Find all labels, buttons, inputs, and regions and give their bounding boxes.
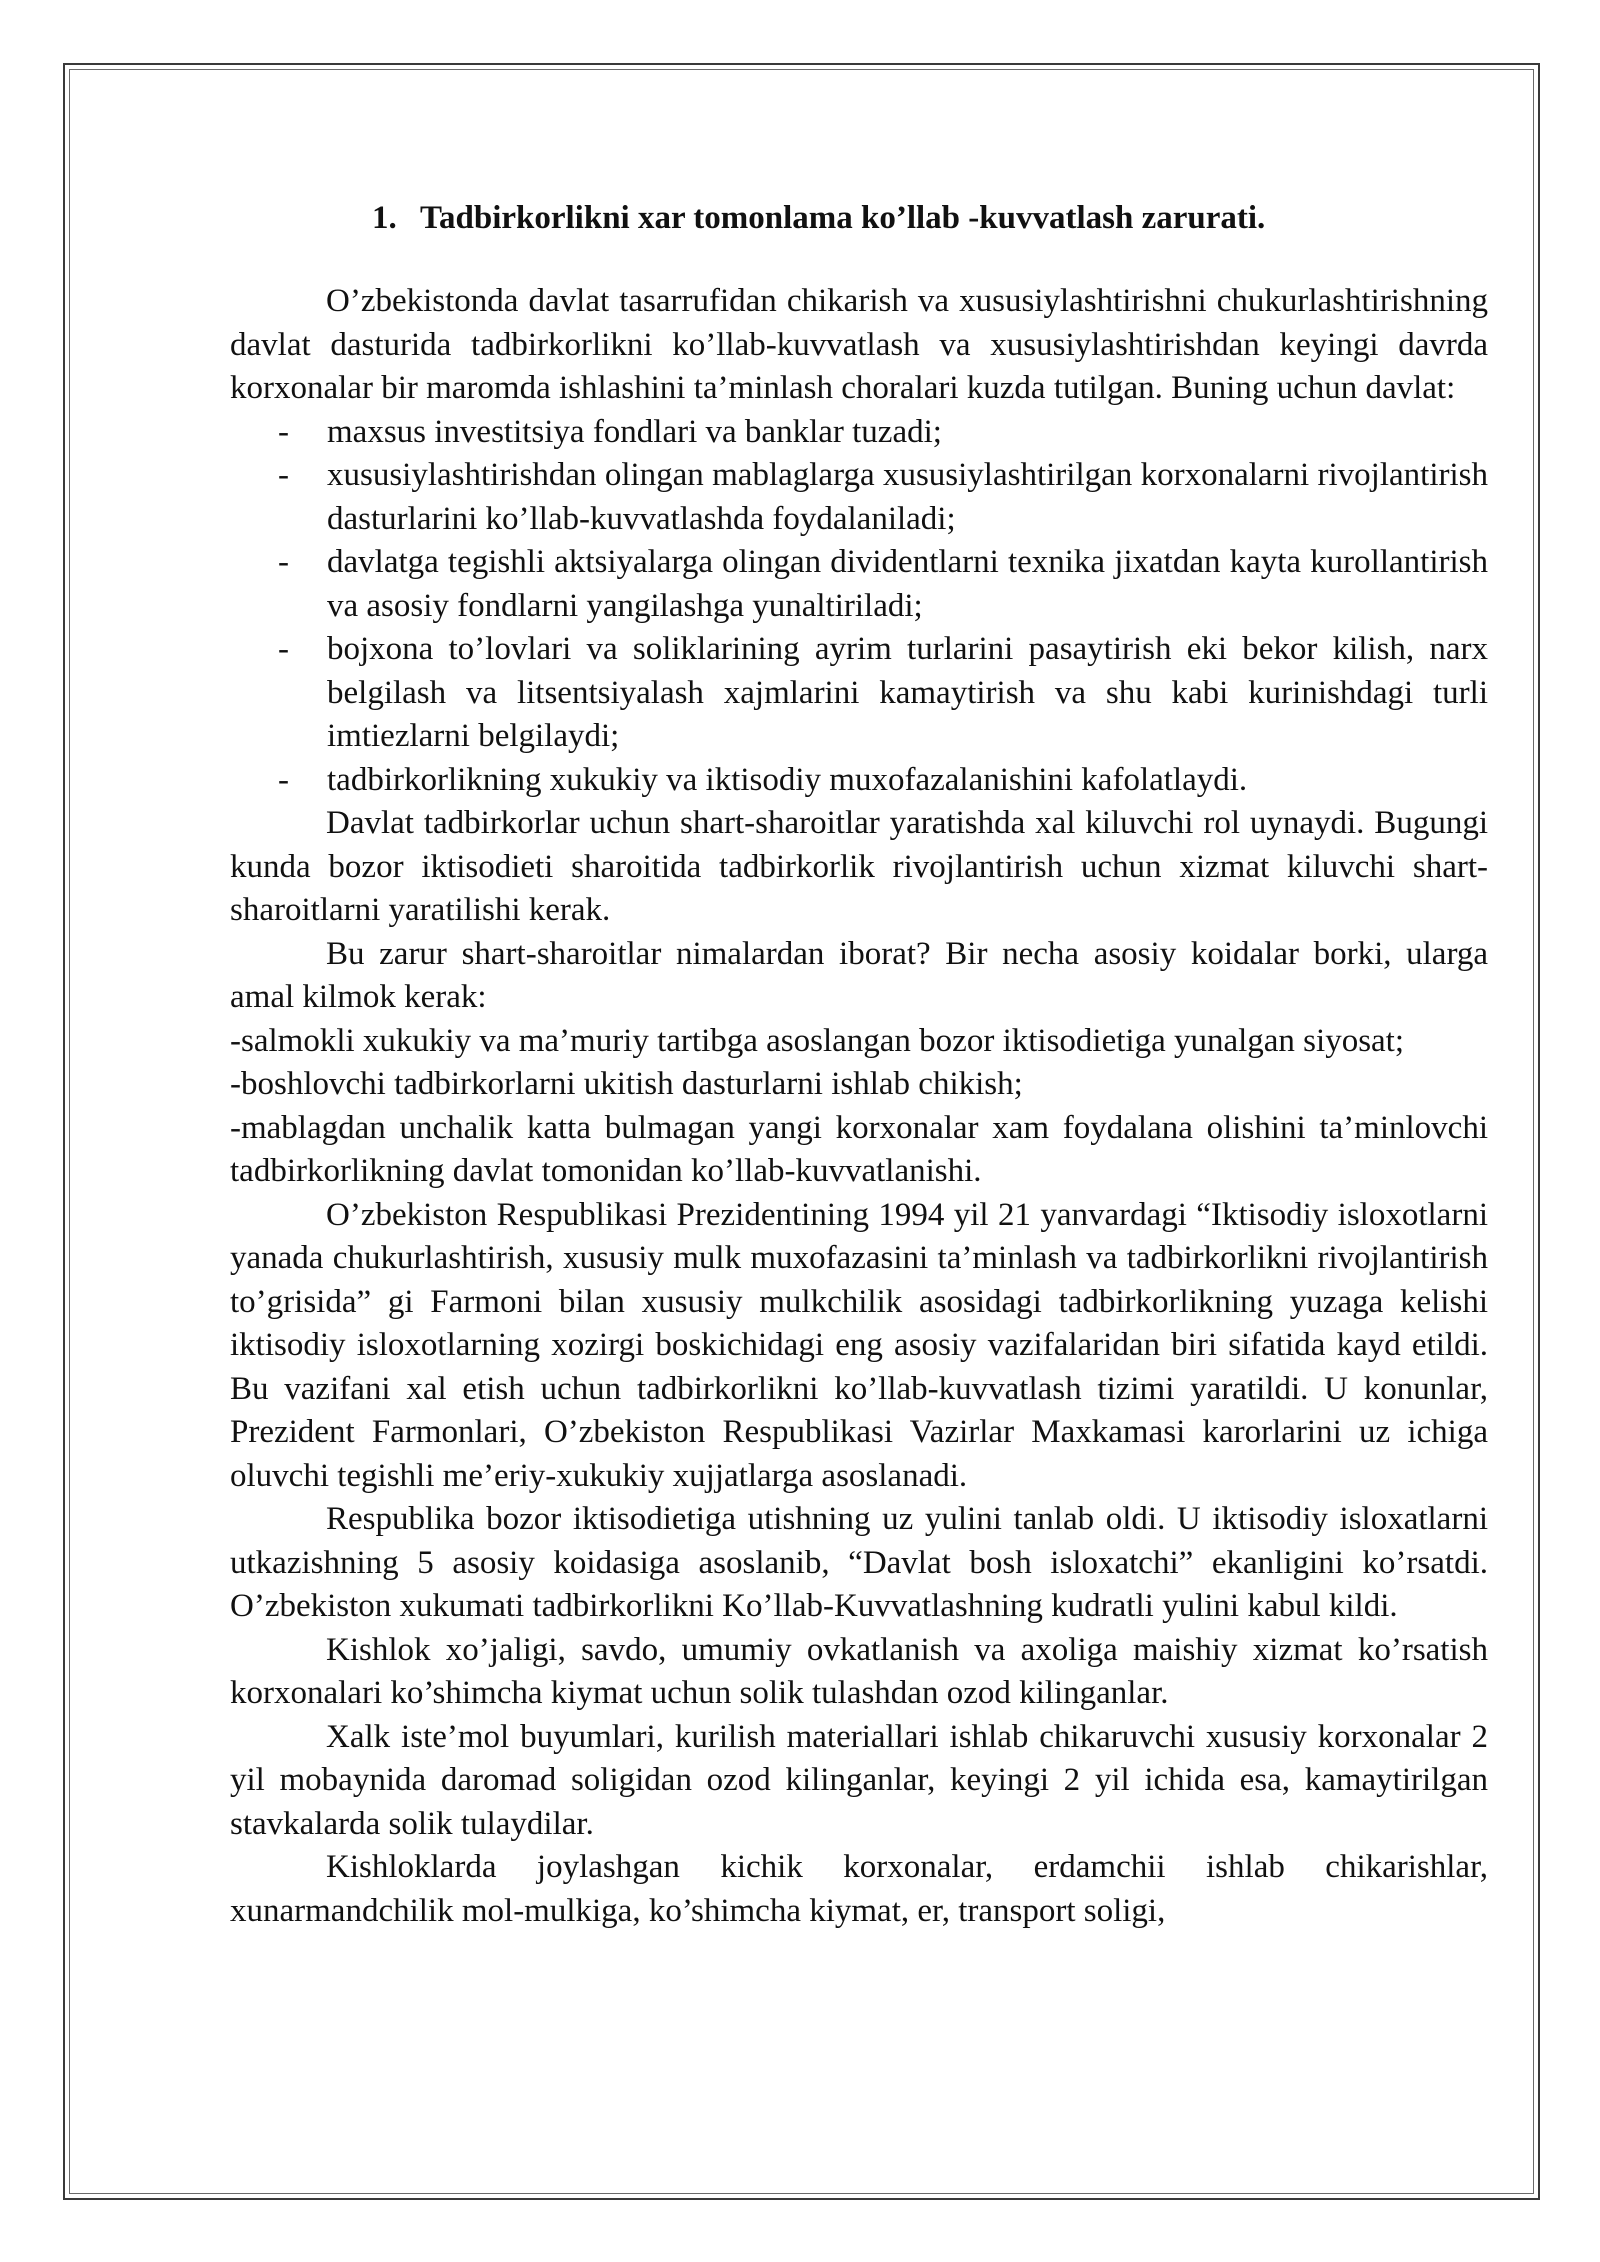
bullet-dash: - [278,544,289,580]
bullet-dash: - [278,413,289,450]
list-item [230,628,1488,759]
body-paragraph: Kishlok xo’jaligi, savdo, umumiy ovkatlanish va axoliga maishiy xizmat ko’rsatish korxonalari ko’shimcha kiymat uchun solik tulashdan ozod kilinganlar. [230,1631,1488,1711]
bullet-dash: - [278,761,289,798]
intro-paragraph: O’zbekistonda davlat tasarrufidan chikarish va xususiylashtirishni chukurlashtirishning davlat dasturida tadbirkorlikni ko’llab-kuvvatlash va xususiylashtirishdan keyingi davrda korxonalar bir maromda ishlashini ta’minlash choralari kuzda tutilgan. Buning uchun davlat: [230,283,1488,406]
list-item [230,454,1488,541]
section-title: Tadbirkorlikni xar tomonlama ko’llab -kuvvatlash zarurati. [420,200,1266,236]
body-paragraph: Kishloklarda joylashgan kichik korxonalar, erdamchii ishlab chikarishlar, xunarmandchilik mol-mulkiga, ko’shimcha kiymat, er, transport soligi, [230,1849,1488,1929]
section-heading [230,196,1488,240]
list-item-text: tadbirkorlikning xukukiy va iktisodiy muxofazalanishini kafolatlaydi. [327,761,1248,798]
list-item-text: maxsus investitsiya fondlari va banklar tuzadi; [327,413,942,450]
list-item-text: davlatga tegishli aktsiyalarga olingan dividentlarni texnika jixatdan kayta kurollantirish va asosiy fondlarni yangilashga yunaltiriladi; [327,544,1488,624]
list-item [230,759,1488,803]
condition-line: -boshlovchi tadbirkorlarni ukitish dasturlarni ishlab chikish; [230,1066,1023,1102]
list-item [230,411,1488,455]
body-paragraph: Xalk iste’mol buyumlari, kurilish materiallari ishlab chikaruvchi xususiy korxonalar 2 yil mobaynida daromad soligidan ozod kilinganlar, keyingi 2 yil ichida esa, kamaytirilgan stavkalarda solik tulaydilar. [230,1718,1488,1842]
body-paragraph: Respublika bozor iktisodietiga utishning uz yulini tanlab oldi. U iktisodiy isloxatlarni utkazishning 5 asosiy koidasiga asoslanib, “Davlat bosh isloxatchi” ekanligini ko’rsatdi. O’zbekiston xukumati tadbirkorlikni Ko’llab-Kuvvatlashning kudratli yulini kabul kildi. [230,1501,1488,1624]
bullet-dash: - [278,631,289,667]
list-item-text: xususiylashtirishdan olingan mablaglarga xususiylashtirilgan korxonalarni rivojlantirish dasturlarini ko’llab-kuvvatlashda foydalaniladi; [327,457,1488,537]
body-paragraph: O’zbekiston Respublikasi Prezidentining 1994 yil 21 yanvardagi “Iktisodiy isloxotlarni yanada chukurlashtirish, xususiy mulk muxofazasini ta’minlash va tadbirkorlikni rivojlantirish to’grisida” gi Farmoni bilan xususiy mulkchilik asosidagi tadbirkorlikning yuzaga kelishi iktisodiy isloxotlarning xozirgi boskichidagi eng asosiy vazifalaridan biri sifatida kayd etildi. Bu vazifani xal etish uchun tadbirkorlikni ko’llab-kuvvatlash tizimi yaratildi. U konunlar, Prezident Farmonlari, O’zbekiston Respublikasi Vazirlar Maxkamasi karorlarini uz ichiga oluvchi tegishli me’eriy-xukukiy xujjatlarga asoslanadi. [230,1196,1488,1494]
body-paragraph: Davlat tadbirkorlar uchun shart-sharoitlar yaratishda xal kiluvchi rol uynaydi. Bugungi kunda bozor iktisodieti sharoitida tadbirkorlik rivojlantirish uchun xizmat kiluvchi shart-sharoitlarni yaratilishi kerak. [230,805,1488,928]
list-item [230,541,1488,628]
measures-list [230,411,1488,803]
body-paragraph: Bu zarur shart-sharoitlar nimalardan iborat? Bir necha asosiy koidalar borki, ularga amal kilmok kerak: [230,935,1488,1015]
condition-line: -salmokli xukukiy va ma’muriy tartibga asoslangan bozor iktisodietiga yunalgan siyosat; [230,1022,1405,1059]
condition-line: -mablagdan unchalik katta bulmagan yangi korxonalar xam foydalana olishini ta’minlovchi tadbirkorlikning davlat tomonidan ko’llab-kuvvatlanishi. [230,1109,1488,1189]
list-item-text: bojxona to’lovlari va soliklarining ayrim turlarini pasaytirish eki bekor kilish, narx belgilash va litsentsiyalash xajmlarini kamaytirish va shu kabi kurinishdagi turli imtiezlarni belgilaydi; [327,631,1488,754]
bullet-dash: - [278,457,289,493]
section-number: 1. [372,200,397,236]
document-body [230,196,1488,1933]
